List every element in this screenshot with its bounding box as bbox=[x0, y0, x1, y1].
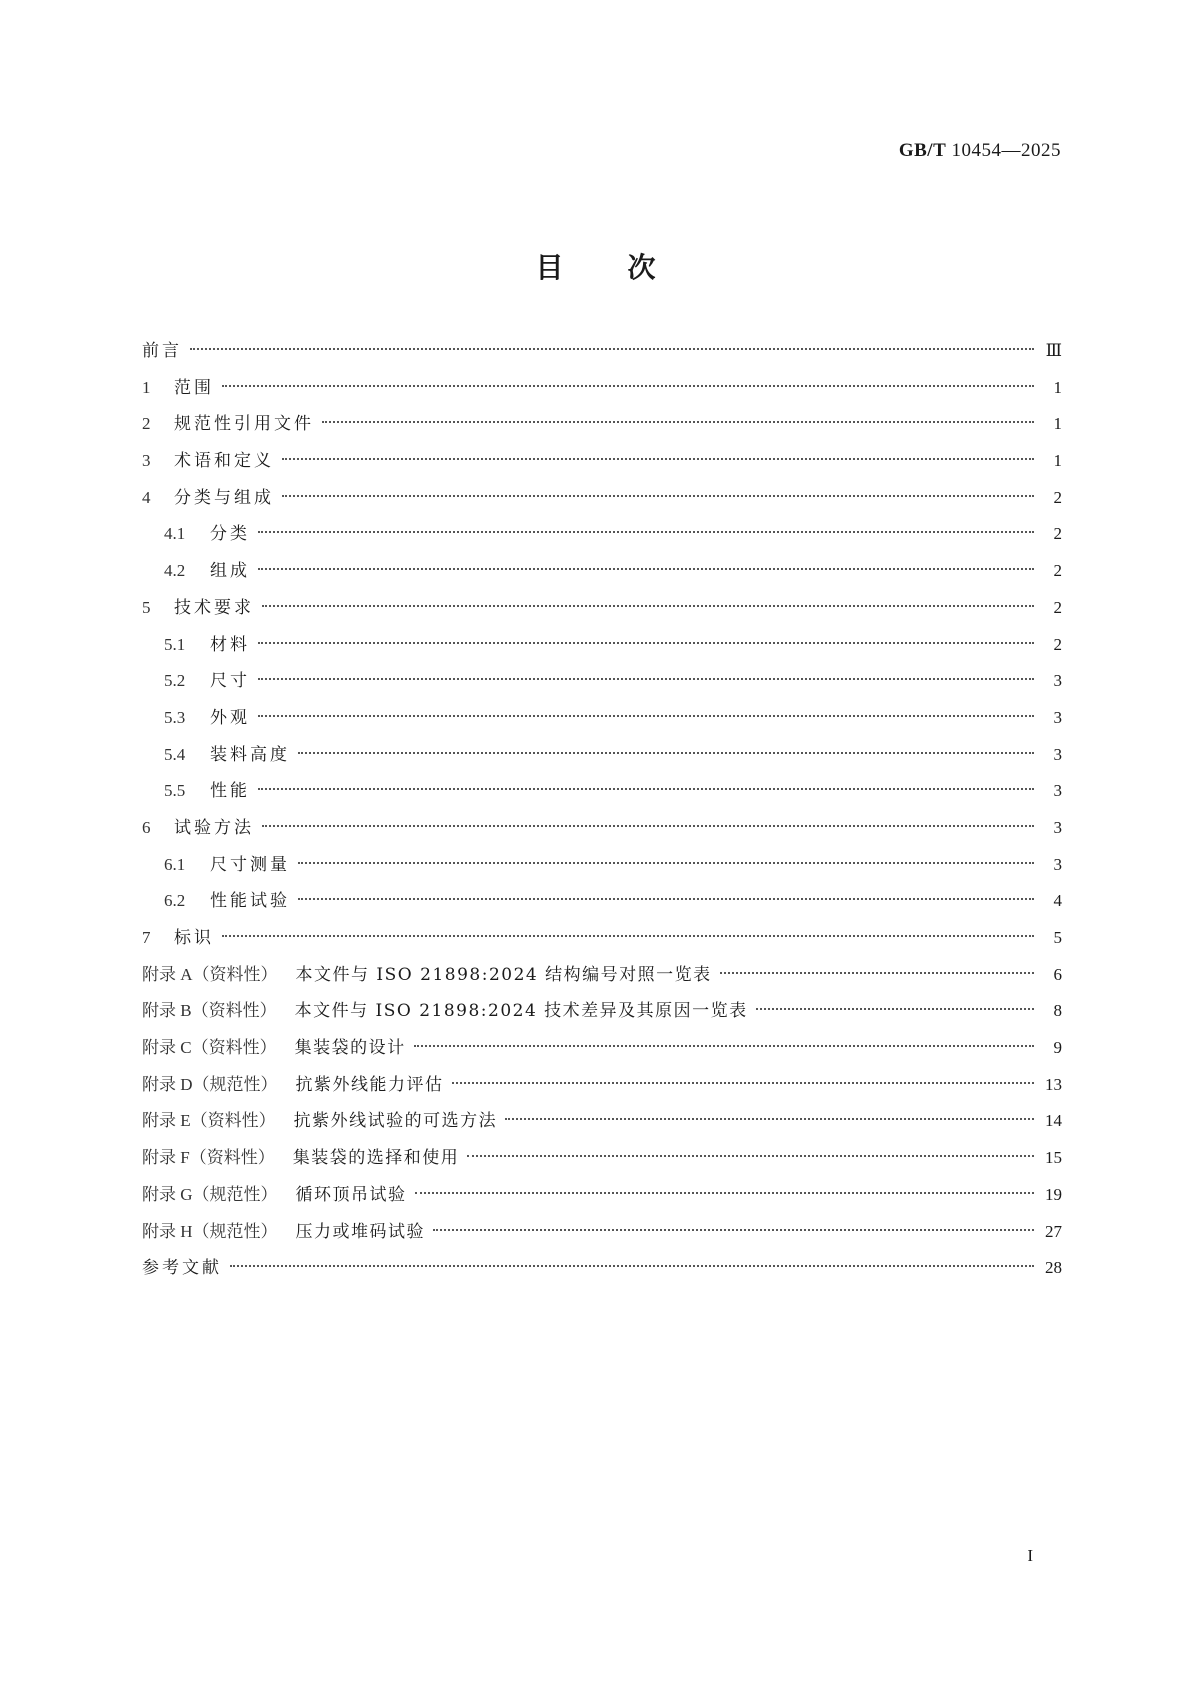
toc-entry-label: 性能 bbox=[210, 781, 250, 802]
toc-leader-dots bbox=[230, 1264, 1034, 1267]
toc-leader-dots bbox=[258, 787, 1034, 790]
toc-entry-page: 4 bbox=[1053, 891, 1062, 911]
toc-leader-dots bbox=[720, 971, 1034, 974]
toc-entry[interactable] bbox=[142, 412, 1062, 449]
toc-entry-label: 尺寸 bbox=[210, 671, 250, 692]
toc-entry-number: 附录 G（规范性） bbox=[142, 1184, 278, 1204]
toc-leader-dots bbox=[298, 751, 1034, 754]
toc-leader-dots bbox=[298, 861, 1034, 864]
toc-entry-number: 6.2 bbox=[164, 891, 186, 911]
toc-entry[interactable] bbox=[142, 816, 1062, 853]
toc-leader-dots bbox=[258, 677, 1034, 680]
toc-entry-number: 附录 C（资料性） bbox=[142, 1038, 277, 1058]
toc-entry-page: 13 bbox=[1045, 1074, 1062, 1094]
toc-leader-dots bbox=[258, 530, 1034, 533]
toc-entry-label: 试验方法 bbox=[174, 817, 254, 838]
toc-entry-page: 9 bbox=[1053, 1038, 1062, 1058]
toc-entry[interactable] bbox=[142, 1146, 1062, 1183]
toc-entry[interactable] bbox=[142, 1109, 1062, 1146]
standard-prefix: GB/T bbox=[898, 140, 947, 161]
toc-entry[interactable] bbox=[142, 1256, 1062, 1293]
toc-leader-dots bbox=[298, 897, 1034, 900]
toc-entry[interactable] bbox=[142, 1036, 1062, 1073]
toc-entry[interactable] bbox=[142, 669, 1062, 706]
toc-entry-number: 附录 F（资料性） bbox=[142, 1148, 275, 1168]
toc-entry-label: 规范性引用文件 bbox=[174, 414, 314, 435]
toc-entry-number: 5.3 bbox=[164, 707, 186, 727]
toc-entry-label: 循环顶吊试验 bbox=[295, 1184, 407, 1205]
toc-entry-page: 3 bbox=[1053, 671, 1062, 691]
standard-number: 10454—2025 bbox=[951, 140, 1061, 161]
toc-entry-number: 5.4 bbox=[164, 744, 186, 764]
toc-entry[interactable] bbox=[142, 853, 1062, 890]
toc-entry[interactable] bbox=[142, 926, 1062, 963]
toc-leader-dots bbox=[222, 934, 1034, 937]
toc-entry[interactable] bbox=[142, 963, 1062, 1000]
table-of-contents bbox=[142, 339, 1062, 1293]
toc-entry-label: 压力或堆码试验 bbox=[295, 1221, 426, 1242]
toc-entry-page: Ⅲ bbox=[1045, 341, 1062, 360]
toc-entry-page: 1 bbox=[1053, 414, 1062, 434]
toc-entry-page: 2 bbox=[1053, 524, 1062, 544]
toc-entry-number: 附录 D（规范性） bbox=[142, 1074, 278, 1094]
toc-entry[interactable] bbox=[142, 743, 1062, 780]
toc-entry-label: 尺寸测量 bbox=[210, 854, 290, 875]
toc-entry-label: 本文件与 ISO 21898:2024 结构编号对照一览表 bbox=[295, 964, 712, 985]
toc-entry[interactable] bbox=[142, 559, 1062, 596]
toc-entry-label: 分类与组成 bbox=[174, 487, 274, 508]
toc-entry-label: 组成 bbox=[210, 561, 250, 582]
toc-entry-label: 材料 bbox=[210, 634, 250, 655]
toc-entry-label: 分类 bbox=[210, 524, 250, 545]
toc-entry-number: 5 bbox=[142, 597, 151, 617]
page-title: 目次 bbox=[535, 251, 720, 284]
toc-entry-page: 1 bbox=[1053, 451, 1062, 471]
toc-entry-label: 标识 bbox=[174, 928, 214, 948]
toc-entry-page: 3 bbox=[1053, 781, 1062, 801]
toc-entry-number: 3 bbox=[142, 451, 151, 471]
page-number: I bbox=[1027, 1546, 1033, 1565]
toc-entry-label: 外观 bbox=[210, 707, 250, 728]
toc-leader-dots bbox=[282, 494, 1034, 497]
toc-leader-dots bbox=[322, 420, 1034, 423]
toc-entry-number: 6 bbox=[142, 817, 151, 837]
toc-leader-dots bbox=[282, 457, 1034, 460]
toc-entry-page: 3 bbox=[1053, 707, 1062, 727]
toc-entry[interactable] bbox=[142, 1183, 1062, 1220]
toc-leader-dots bbox=[756, 1007, 1034, 1010]
toc-entry-page: 5 bbox=[1053, 928, 1062, 947]
toc-entry[interactable] bbox=[142, 779, 1062, 816]
toc-entry-label: 集装袋的选择和使用 bbox=[292, 1148, 460, 1169]
toc-entry-page: 8 bbox=[1053, 1001, 1062, 1021]
toc-entry-page: 6 bbox=[1053, 964, 1062, 984]
toc-entry-page: 2 bbox=[1053, 487, 1062, 507]
toc-entry-label: 参考文献 bbox=[142, 1258, 222, 1279]
toc-entry-number: 5.5 bbox=[164, 781, 186, 801]
toc-entry-label: 技术要求 bbox=[174, 597, 254, 618]
toc-entry-page: 2 bbox=[1053, 561, 1062, 581]
toc-leader-dots bbox=[190, 347, 1034, 350]
toc-entry-number: 5.1 bbox=[164, 634, 186, 654]
toc-entry[interactable] bbox=[142, 522, 1062, 559]
toc-entry-page: 3 bbox=[1053, 744, 1062, 764]
toc-entry[interactable] bbox=[142, 339, 1062, 376]
toc-entry[interactable] bbox=[142, 633, 1062, 670]
toc-entry-number: 附录 E（资料性） bbox=[142, 1111, 276, 1131]
toc-entry-number: 附录 H（规范性） bbox=[142, 1221, 278, 1241]
toc-entry-page: 19 bbox=[1045, 1184, 1062, 1204]
toc-entry-page: 14 bbox=[1045, 1111, 1062, 1131]
toc-entry[interactable] bbox=[142, 889, 1062, 926]
toc-entry-page: 2 bbox=[1053, 597, 1062, 617]
toc-entry-page: 15 bbox=[1045, 1148, 1062, 1168]
toc-leader-dots bbox=[414, 1044, 1034, 1047]
toc-entry[interactable] bbox=[142, 999, 1062, 1036]
toc-entry-number: 4.1 bbox=[164, 524, 186, 544]
toc-entry-label: 前言 bbox=[142, 341, 182, 361]
toc-leader-dots bbox=[222, 384, 1034, 387]
toc-entry-page: 3 bbox=[1053, 817, 1062, 837]
toc-entry-number: 6.1 bbox=[164, 854, 186, 874]
toc-entry-page: 1 bbox=[1053, 377, 1062, 397]
toc-entry-label: 抗紫外线试验的可选方法 bbox=[293, 1111, 498, 1132]
toc-entry[interactable] bbox=[142, 1220, 1062, 1257]
toc-entry-label: 本文件与 ISO 21898:2024 技术差异及其原因一览表 bbox=[294, 1001, 748, 1022]
toc-leader-dots bbox=[452, 1081, 1034, 1084]
toc-leader-dots bbox=[433, 1228, 1034, 1231]
toc-entry-label: 抗紫外线能力评估 bbox=[295, 1074, 444, 1095]
toc-entry-number: 1 bbox=[142, 377, 151, 397]
toc-entry[interactable] bbox=[142, 376, 1062, 413]
toc-entry-label: 集装袋的设计 bbox=[294, 1038, 406, 1059]
toc-entry[interactable] bbox=[142, 486, 1062, 523]
toc-leader-dots bbox=[415, 1191, 1034, 1194]
toc-entry-number: 附录 A（资料性） bbox=[142, 964, 278, 984]
toc-leader-dots bbox=[262, 604, 1034, 607]
standard-code bbox=[899, 140, 1061, 162]
toc-entry-number: 附录 B（资料性） bbox=[142, 1001, 277, 1021]
toc-entry-number: 4 bbox=[142, 487, 151, 507]
toc-entry-page: 28 bbox=[1045, 1258, 1062, 1278]
toc-entry-number: 7 bbox=[142, 928, 151, 947]
toc-entry-number: 2 bbox=[142, 414, 151, 434]
toc-entry-label: 装料高度 bbox=[210, 744, 290, 765]
toc-entry[interactable] bbox=[142, 449, 1062, 486]
toc-entry-label: 性能试验 bbox=[210, 891, 290, 912]
toc-leader-dots bbox=[258, 714, 1034, 717]
toc-entry-label: 术语和定义 bbox=[174, 451, 274, 472]
toc-entry-label: 范围 bbox=[174, 377, 214, 398]
toc-leader-dots bbox=[262, 824, 1034, 827]
toc-entry[interactable] bbox=[142, 1073, 1062, 1110]
toc-entry-page: 2 bbox=[1053, 634, 1062, 654]
toc-leader-dots bbox=[258, 641, 1034, 644]
toc-leader-dots bbox=[505, 1117, 1034, 1120]
toc-entry-number: 4.2 bbox=[164, 561, 186, 581]
toc-entry[interactable] bbox=[142, 706, 1062, 743]
toc-entry-number: 5.2 bbox=[164, 671, 186, 691]
toc-leader-dots bbox=[467, 1154, 1034, 1157]
toc-entry-page: 3 bbox=[1053, 854, 1062, 874]
toc-leader-dots bbox=[258, 567, 1034, 570]
toc-entry-page: 27 bbox=[1045, 1221, 1062, 1241]
toc-entry[interactable] bbox=[142, 596, 1062, 633]
